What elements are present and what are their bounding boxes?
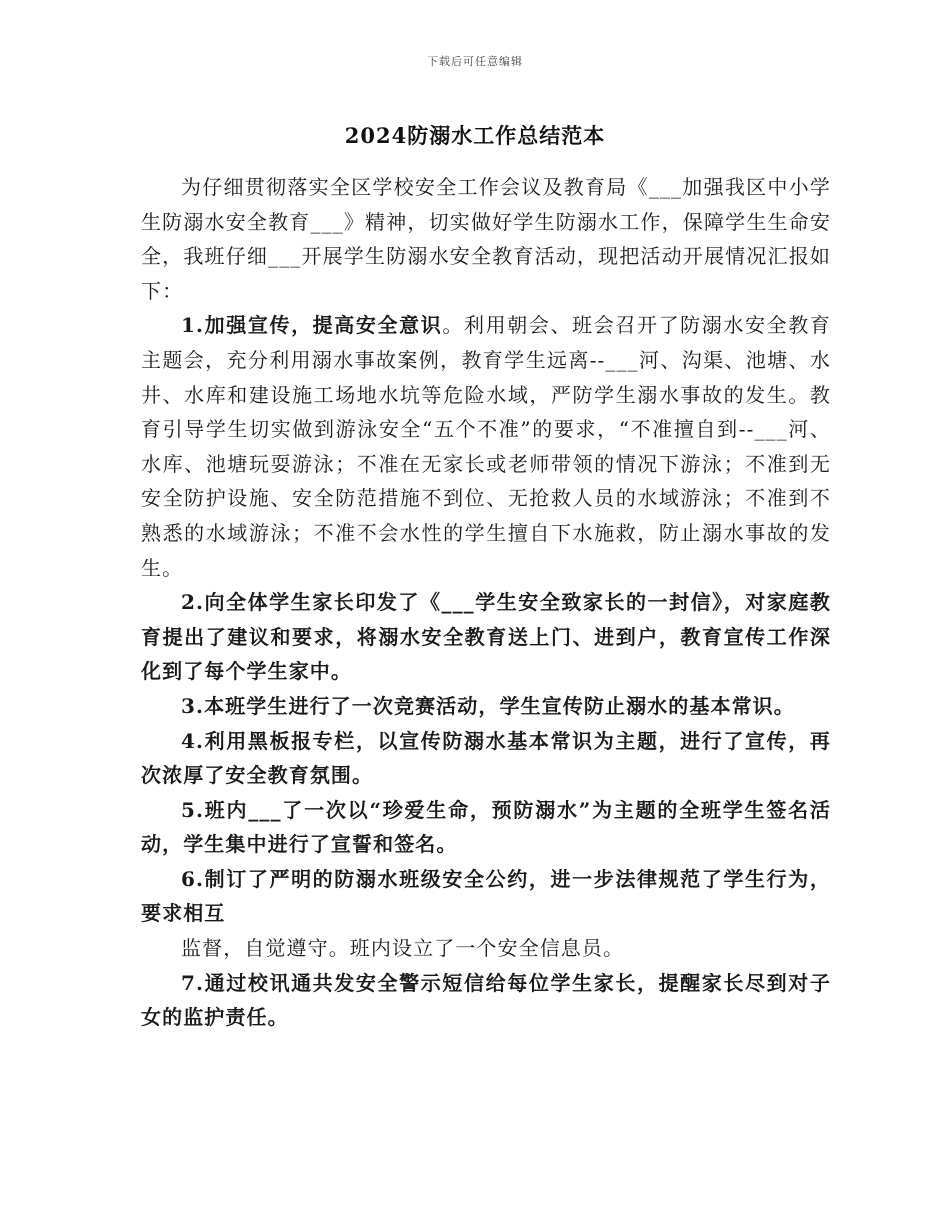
header-note: 下载后可任意编辑: [427, 55, 523, 68]
item-5-paragraph: 5.班内___了一次以“珍爱生命，预防溺水”为主题的全班学生签名活动，学生集中进行了宣誓和签名。: [141, 797, 831, 857]
item-1-body: 。利用朝会、班会召开了防溺水安全教育主题会，充分利用溺水事故案例，教育学生远离--___河、沟渠、池塘、水井、水库和建设施工场地水坑等危险水域，严防学生溺水事故的发生。教育引导学生切实做到游泳安全“五个不准”的要求，“不准擅自到--___河、水库、池塘玩耍游泳；不准在无家长或老师带领的情况下游泳；不准到无安全防护设施、安全防范措施不到位、无抢救人员的水域游泳；不准到不熟悉的水域游泳；不准不会水性的学生擅自下水施救，防止溺水事故的发生。: [141, 313, 831, 580]
item-3-paragraph: 3.本班学生进行了一次竞赛活动，学生宣传防止溺水的基本常识。: [181, 693, 795, 718]
document-body: [141, 170, 831, 1035]
item-2-paragraph: 2.向全体学生家长印发了《___学生安全致家长的一封信》，对家庭教育提出了建议和要求，将溺水安全教育送上门、进到户，教育宣传工作深化到了每个学生家中。: [141, 590, 831, 684]
item-4-paragraph: 4.利用黑板报专栏，以宣传防溺水基本常识为主题，进行了宣传，再次浓厚了安全教育氛围。: [141, 728, 831, 788]
item-6-continuation: 监督，自觉遵守。班内设立了一个安全信息员。: [181, 936, 625, 961]
item-7-paragraph: 7.通过校讯通共发安全警示短信给每位学生家长，提醒家长尽到对子女的监护责任。: [141, 970, 831, 1030]
item-1-heading: 1.加强宣传，提高安全意识: [181, 313, 443, 338]
document-title: 2024防溺水工作总结范本: [344, 123, 606, 148]
item-6-paragraph: 6.制订了严明的防溺水班级安全公约，进一步法律规范了学生行为，要求相互: [141, 866, 831, 926]
intro-paragraph: 为仔细贯彻落实全区学校安全工作会议及教育局《___加强我区中小学生防溺水安全教育___》精神，切实做好学生防溺水工作，保障学生生命安全，我班仔细___开展学生防溺水安全教育活动，现把活动开展情况汇报如下：: [141, 175, 831, 303]
item-1-paragraph: [141, 308, 831, 585]
